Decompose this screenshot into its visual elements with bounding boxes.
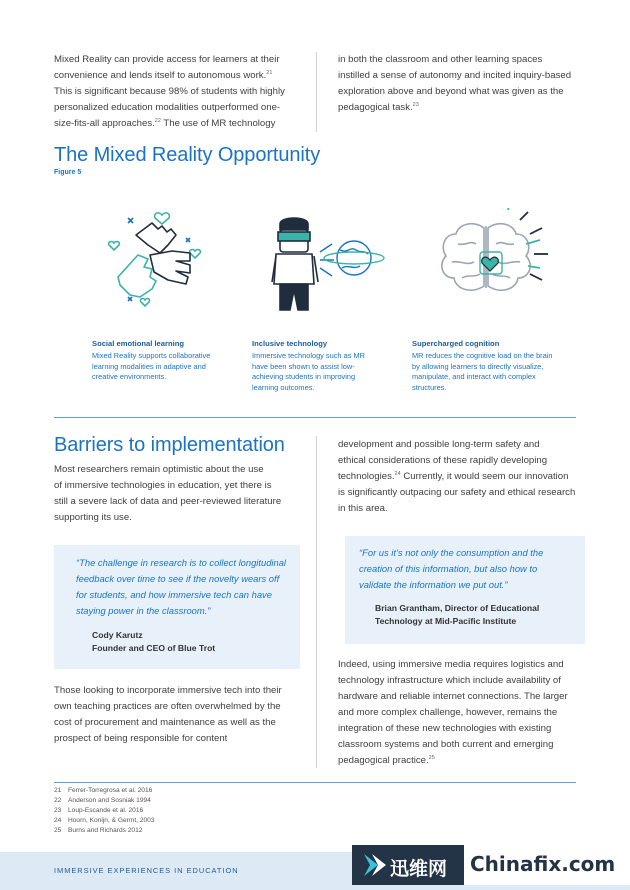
quote-box-karutz [54,545,300,669]
watermark-arrow-icon [360,850,390,880]
opportunity-item-social [92,339,242,383]
barriers-left-continued: Those looking to incorporate immersive tech into their own teaching practices are often overwhelmed by the cost of procurement and maintenance as well as the prospect of being responsible for content [54,685,282,744]
footnote-item: 24 Hoorn, Konijn, & Germt, 2003 [54,817,155,824]
watermark-logo [352,845,464,885]
watermark-en-text: Chinafix.com [470,852,616,876]
opportunity-item-inclusive [252,339,402,393]
vr-student-icon [262,212,392,317]
barriers-right-intro: development and possible long-term safety and ethical considerations of these rapidly developing technologies.$^{24}$ Currently, it would seem our innovation is significantly outpacing our safety and ethical research in this area. [338,439,576,514]
opportunity-item-text: MR reduces the cognitive load on the brain by allowing learners to directly visualize, manipulate, and interact with complex structures. [412,351,553,392]
intro-left-line: convenience and lends itself to autonomous work.$^{21}$ [54,69,273,81]
quote-text: “The challenge in research is to collect longitudinal feedback over time to see if the novelty wears off for students, and how immersive tech can have staying power in the classroom.” [76,557,287,616]
barriers-left-intro: Most researchers remain optimistic about the use of immersive technologies in education, yet there is still a severe lack of data and peer-reviewed literature supporting its use. [54,464,282,523]
section-divider [54,417,576,418]
footnote-divider [54,782,576,783]
intro-right-line: instilled a sense of autonomy and incited inquiry-based [338,70,572,81]
footnote-item: 25 Burns and Richards 2012 [54,827,143,834]
column-divider [316,52,317,132]
intro-left-line: personalized education modalities outperformed one- [54,102,281,113]
intro-left-column [54,52,304,132]
opportunity-item-title: Social emotional learning [92,339,184,348]
opportunity-item-title: Supercharged cognition [412,339,500,348]
holding-hands-icon [100,205,210,315]
quote-text: “For us it’s not only the consumption and the creation of this information, but also how to validate the information we put out.” [359,547,544,590]
opportunity-item-title: Inclusive technology [252,339,328,348]
intro-right-column [338,52,588,116]
footnote-item: 21 Ferrer-Torregrosa et al. 2016 [54,787,153,794]
footnote-item: 23 Loup-Escande et al. 2016 [54,807,144,814]
intro-right-line: in both the classroom and other learning spaces [338,54,543,65]
intro-left-line: Mixed Reality can provide access for learners at their [54,54,280,65]
watermark-cn-text: 迅维网 [390,858,448,880]
figure-label: Figure 5 [54,169,82,176]
watermark-text-box [464,845,630,885]
footnotes [54,786,354,836]
brain-icon [428,208,553,318]
section-title-barriers: Barriers to implementation [54,434,285,456]
footer-title: IMMERSIVE EXPERIENCES IN EDUCATION [54,866,239,875]
intro-right-line: pedagogical task.$^{23}$ [338,101,419,113]
column-divider [316,436,317,768]
footnote-item: 22 Anderson and Sosniak 1994 [54,797,151,804]
barriers-right-continued: Indeed, using immersive media requires logistics and technology infrastructure which include availability of hardware and reliable internet connections. The larger and more complex challenge, however, remains the integration of these new technologies with existing classroom systems and both current and emerging pedagogical practice.$^{25}$ [338,659,568,766]
intro-left-line: size-fits-all approaches.$^{22}$ The use of MR technology [54,117,276,129]
quote-author: Brian Grantham, Director of Educational Technology at Mid-Pacific Institute [375,603,540,626]
intro-left-line: This is significant because 98% of students with highly [54,86,285,97]
intro-right-line: exploration above and beyond what was given as the [338,86,564,97]
quote-box-grantham [345,536,585,644]
quote-author: Cody Karutz Founder and CEO of Blue Trot [92,630,216,653]
opportunity-item-cognition [412,339,582,393]
section-title-opportunity: The Mixed Reality Opportunity [54,144,321,166]
opportunity-item-text: Mixed Reality supports collaborative learning modalities in adaptive and creative environments. [92,351,211,382]
opportunity-item-text: Immersive technology such as MR have been shown to assist low- achieving students in improving learning outcomes. [252,351,365,392]
